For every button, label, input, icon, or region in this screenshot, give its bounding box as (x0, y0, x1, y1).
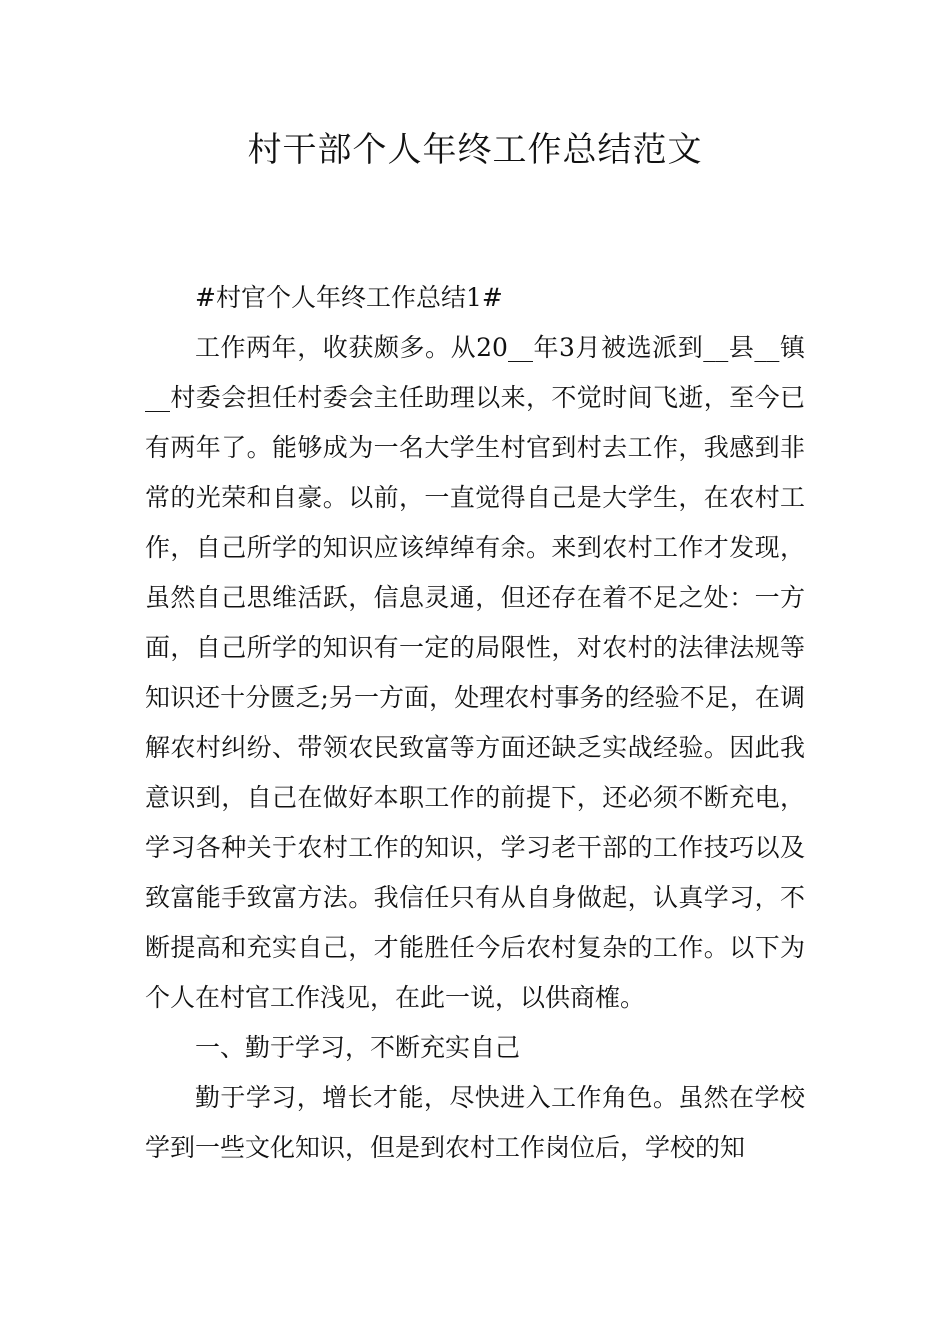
document-body (145, 273, 805, 1173)
section-heading-1: #村官个人年终工作总结1# (195, 283, 503, 312)
body-paragraph-2: 勤于学习，增长才能，尽快进入工作角色。虽然在学校学到一些文化知识，但是到农村工作岗位后，学校的知 (145, 1083, 805, 1162)
body-paragraph-1: 工作两年，收获颇多。从20__年3月被选派到__县__镇__村委会担任村委会主任助理以来，不觉时间飞逝，至今已有两年了。能够成为一名大学生村官到村去工作，我感到非常的光荣和自豪。以前，一直觉得自己是大学生，在农村工作，自己所学的知识应该绰绰有余。来到农村工作才发现，虽然自己思维活跃，信息灵通，但还存在着不足之处：一方面，自己所学的知识有一定的局限性，对农村的法律法规等知识还十分匮乏;另一方面，处理农村事务的经验不足，在调解农村纠纷、带领农民致富等方面还缺乏实战经验。因此我意识到，自己在做好本职工作的前提下，还必须不断充电，学习各种关于农村工作的知识，学习老干部的工作技巧以及致富能手致富方法。我信任只有从自身做起，认真学习，不断提高和充实自己，才能胜任今后农村复杂的工作。以下为个人在村官工作浅见，在此一说，以供商榷。 (145, 333, 805, 1012)
document-title: 村干部个人年终工作总结范文 (247, 130, 703, 170)
section-heading-2: 一、勤于学习，不断充实自己 (195, 1033, 521, 1062)
